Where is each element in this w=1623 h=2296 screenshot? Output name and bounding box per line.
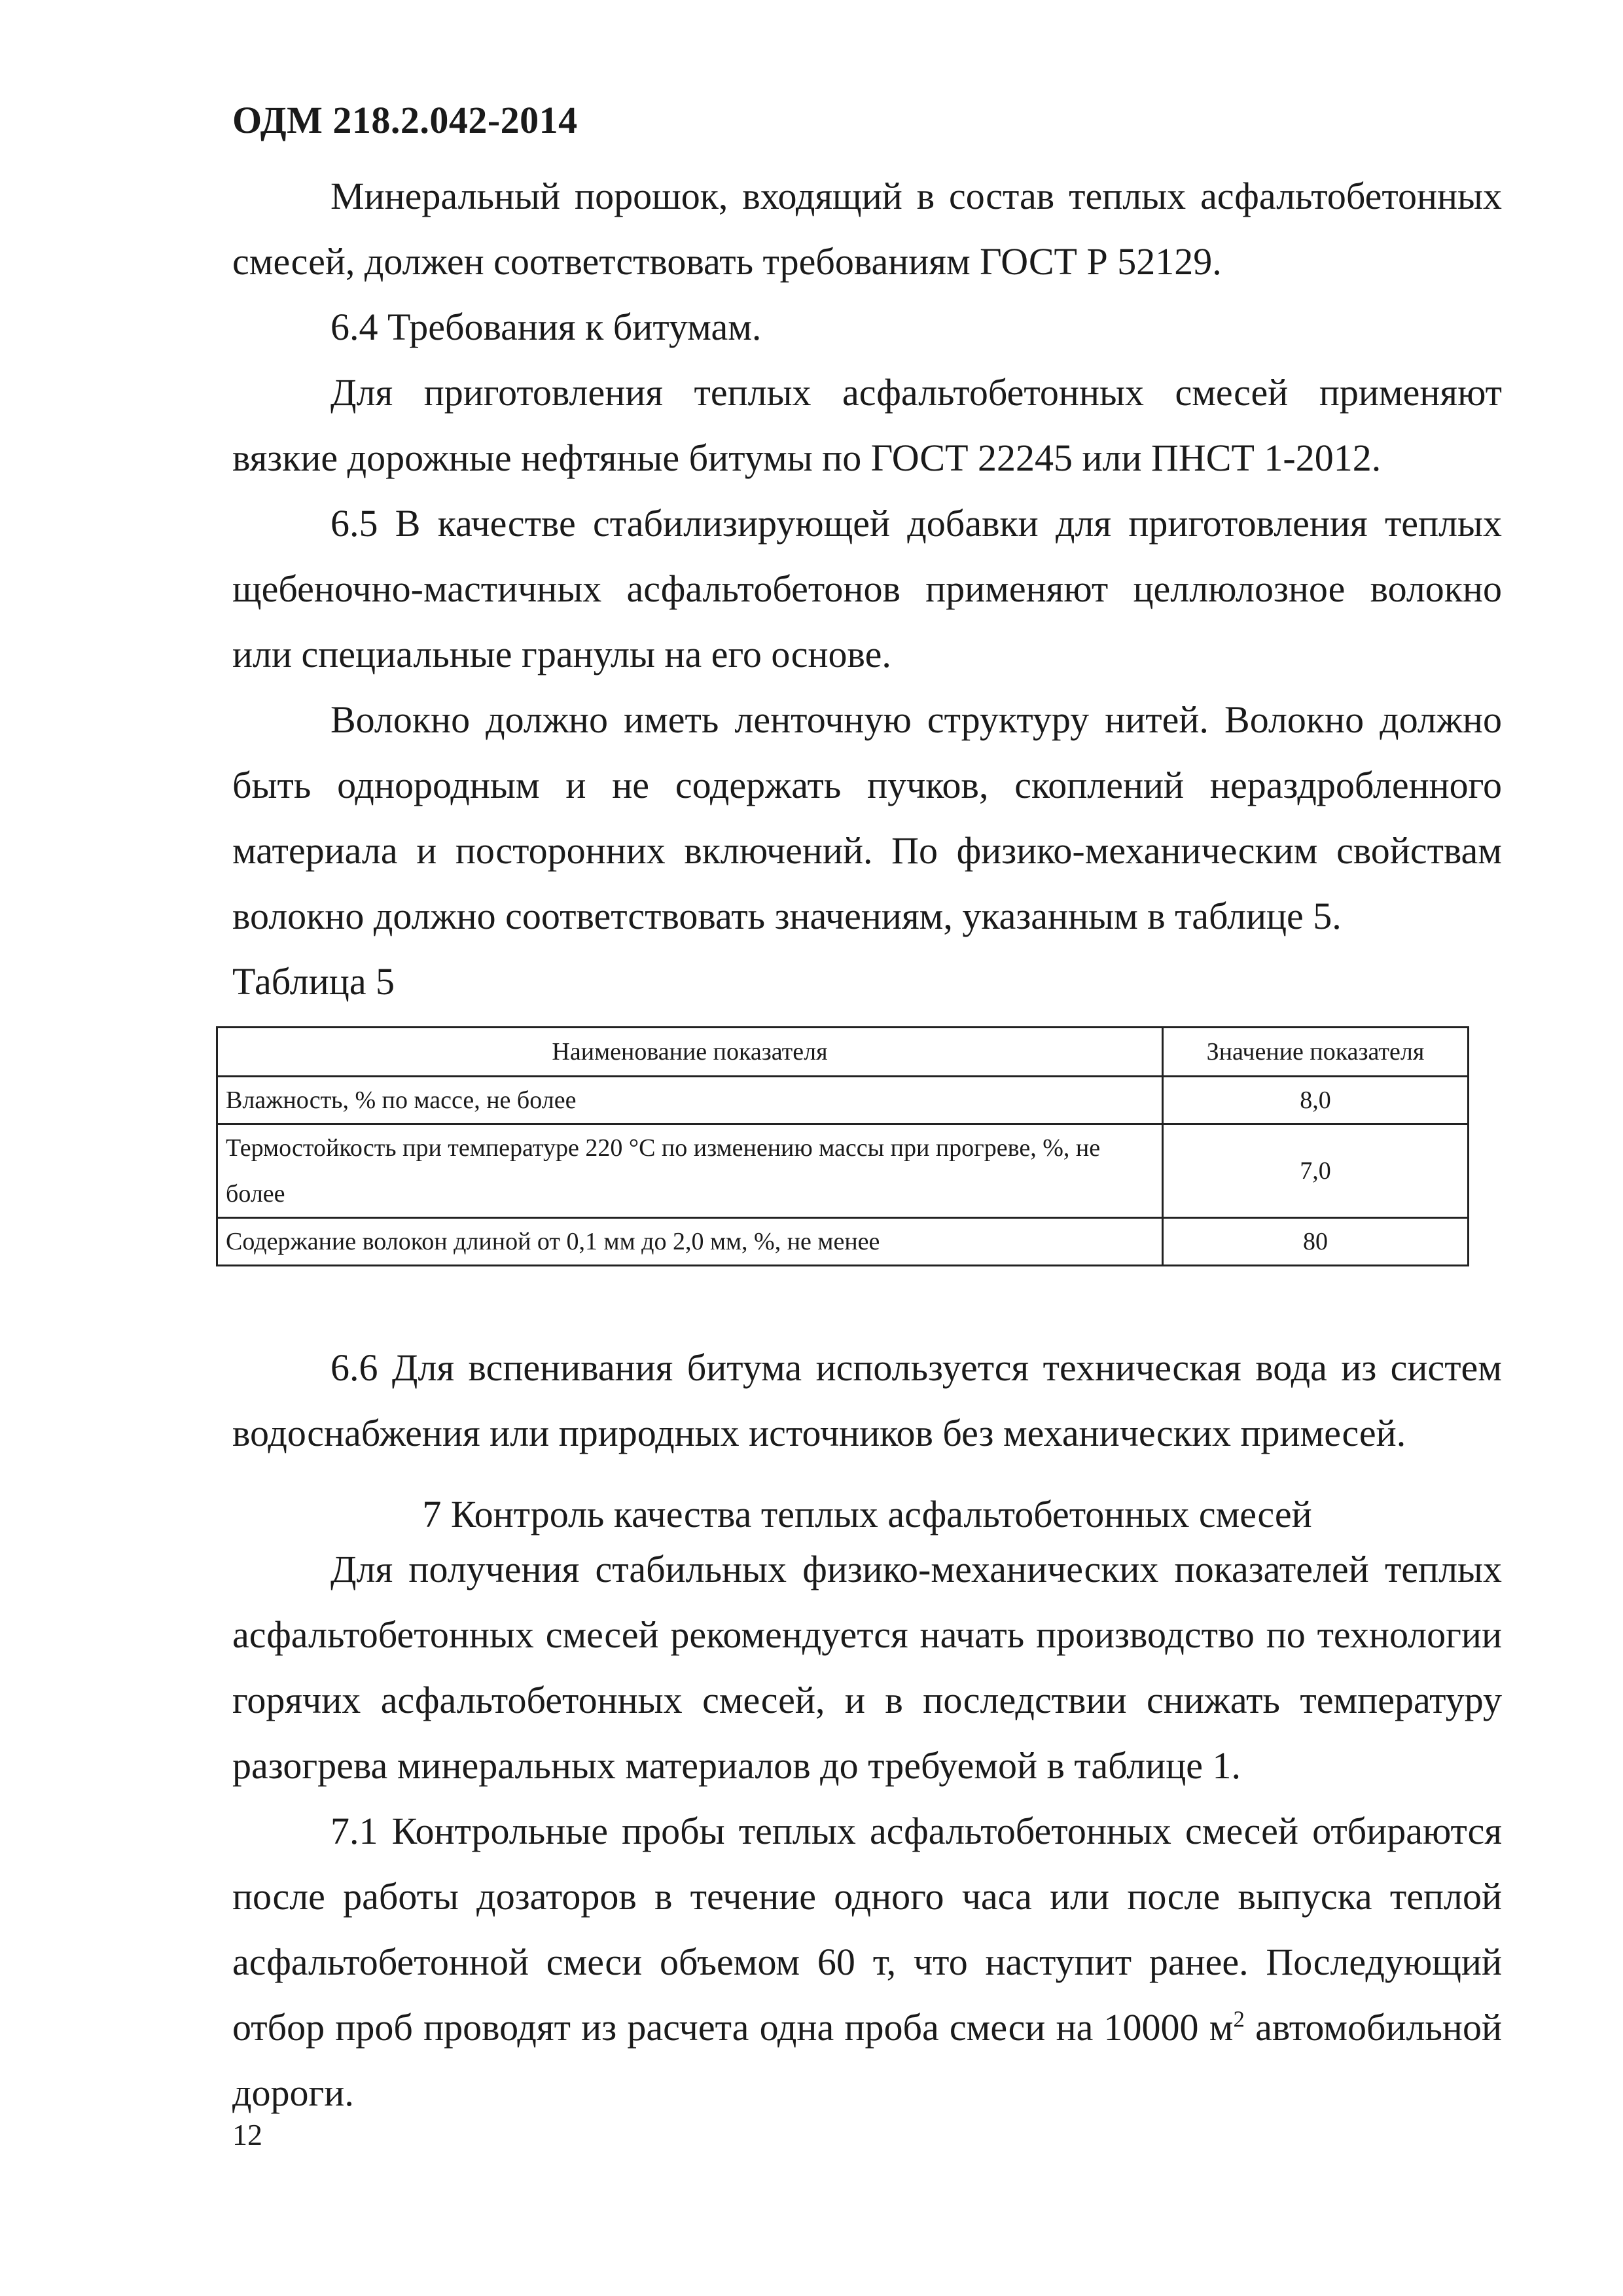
table-row [217, 1218, 1469, 1266]
table-header-value: Значение показателя [1163, 1028, 1469, 1077]
table-row [217, 1077, 1469, 1124]
table-5 [216, 1026, 1469, 1266]
paragraph-7-1-text: 7.1 Контрольные пробы теплых асфальтобетонных смесей отбираются после работы дозаторов в течение одного часа или после выпуска теплой асфальтобетонной смеси объемом 60 т, что наступит ранее. Последующий отбор проб проводят из расчета одна проба смеси на 10000 м [232, 1810, 1502, 2049]
section-7-heading: 7 Контроль качества теплых асфальтобетонных смесей [422, 1493, 1312, 1535]
document-code: ОДМ 218.2.042-2014 [232, 99, 578, 141]
table-header-name: Наименование показателя [217, 1028, 1163, 1077]
top-text-block [232, 164, 1502, 1014]
paragraph-mineral-powder: Минеральный порошок, входящий в состав теплых асфальтобетонных смесей, должен соответствовать требованиям ГОСТ Р 52129. [232, 175, 1502, 283]
table-cell-name: Термостойкость при температуре 220 °С по изменению массы при прогреве, %, не более [217, 1124, 1163, 1218]
paragraph-fiber: Волокно должно иметь ленточную структуру нитей. Волокно должно быть однородным и не содержать пучков, скоплений нераздробленного материала и посторонних включений. По физико-механическим свойствам волокно должно соответствовать значениям, указанным в таблице 5. [232, 698, 1502, 937]
paragraph-7-intro: Для получения стабильных физико-механических показателей теплых асфальтобетонных смесей рекомендуется начать производство по технологии горячих асфальтобетонных смесей, и в последствии снижать температуру разогрева минеральных материалов до требуемой в таблице 1. [232, 1548, 1502, 1787]
table-cell-name: Влажность, % по массе, не более [217, 1077, 1163, 1124]
table-header-row [217, 1028, 1469, 1077]
superscript-2: 2 [1233, 2006, 1245, 2032]
page-number: 12 [232, 2118, 262, 2151]
table-cell-value: 80 [1163, 1218, 1469, 1266]
table-cell-value: 8,0 [1163, 1077, 1469, 1124]
paragraph-bitumen: Для приготовления теплых асфальтобетонных смесей применяют вязкие дорожные нефтяные битумы по ГОСТ 22245 или ПНСТ 1-2012. [232, 371, 1502, 479]
paragraph-6-5: 6.5 В качестве стабилизирующей добавки для приготовления теплых щебеночно-мастичных асфальтобетонов применяют целлюлозное волокно или специальные гранулы на его основе. [232, 502, 1502, 675]
paragraph-7-1-end: автомобильной дороги. [232, 2006, 1502, 2114]
paragraph-7-1 [232, 1799, 1502, 2126]
paragraph-6-6: 6.6 Для вспенивания битума используется техническая вода из систем водоснабжения или природных источников без механических примесей. [232, 1346, 1502, 1454]
table-caption: Таблица 5 [232, 960, 395, 1003]
table-row [217, 1124, 1469, 1218]
bottom-text-block [232, 1335, 1502, 2126]
table-cell-name: Содержание волокон длиной от 0,1 мм до 2,0 мм, %, не менее [217, 1218, 1163, 1266]
paragraph-6-4: 6.4 Требования к битумам. [330, 306, 762, 348]
table-cell-value: 7,0 [1163, 1124, 1469, 1218]
